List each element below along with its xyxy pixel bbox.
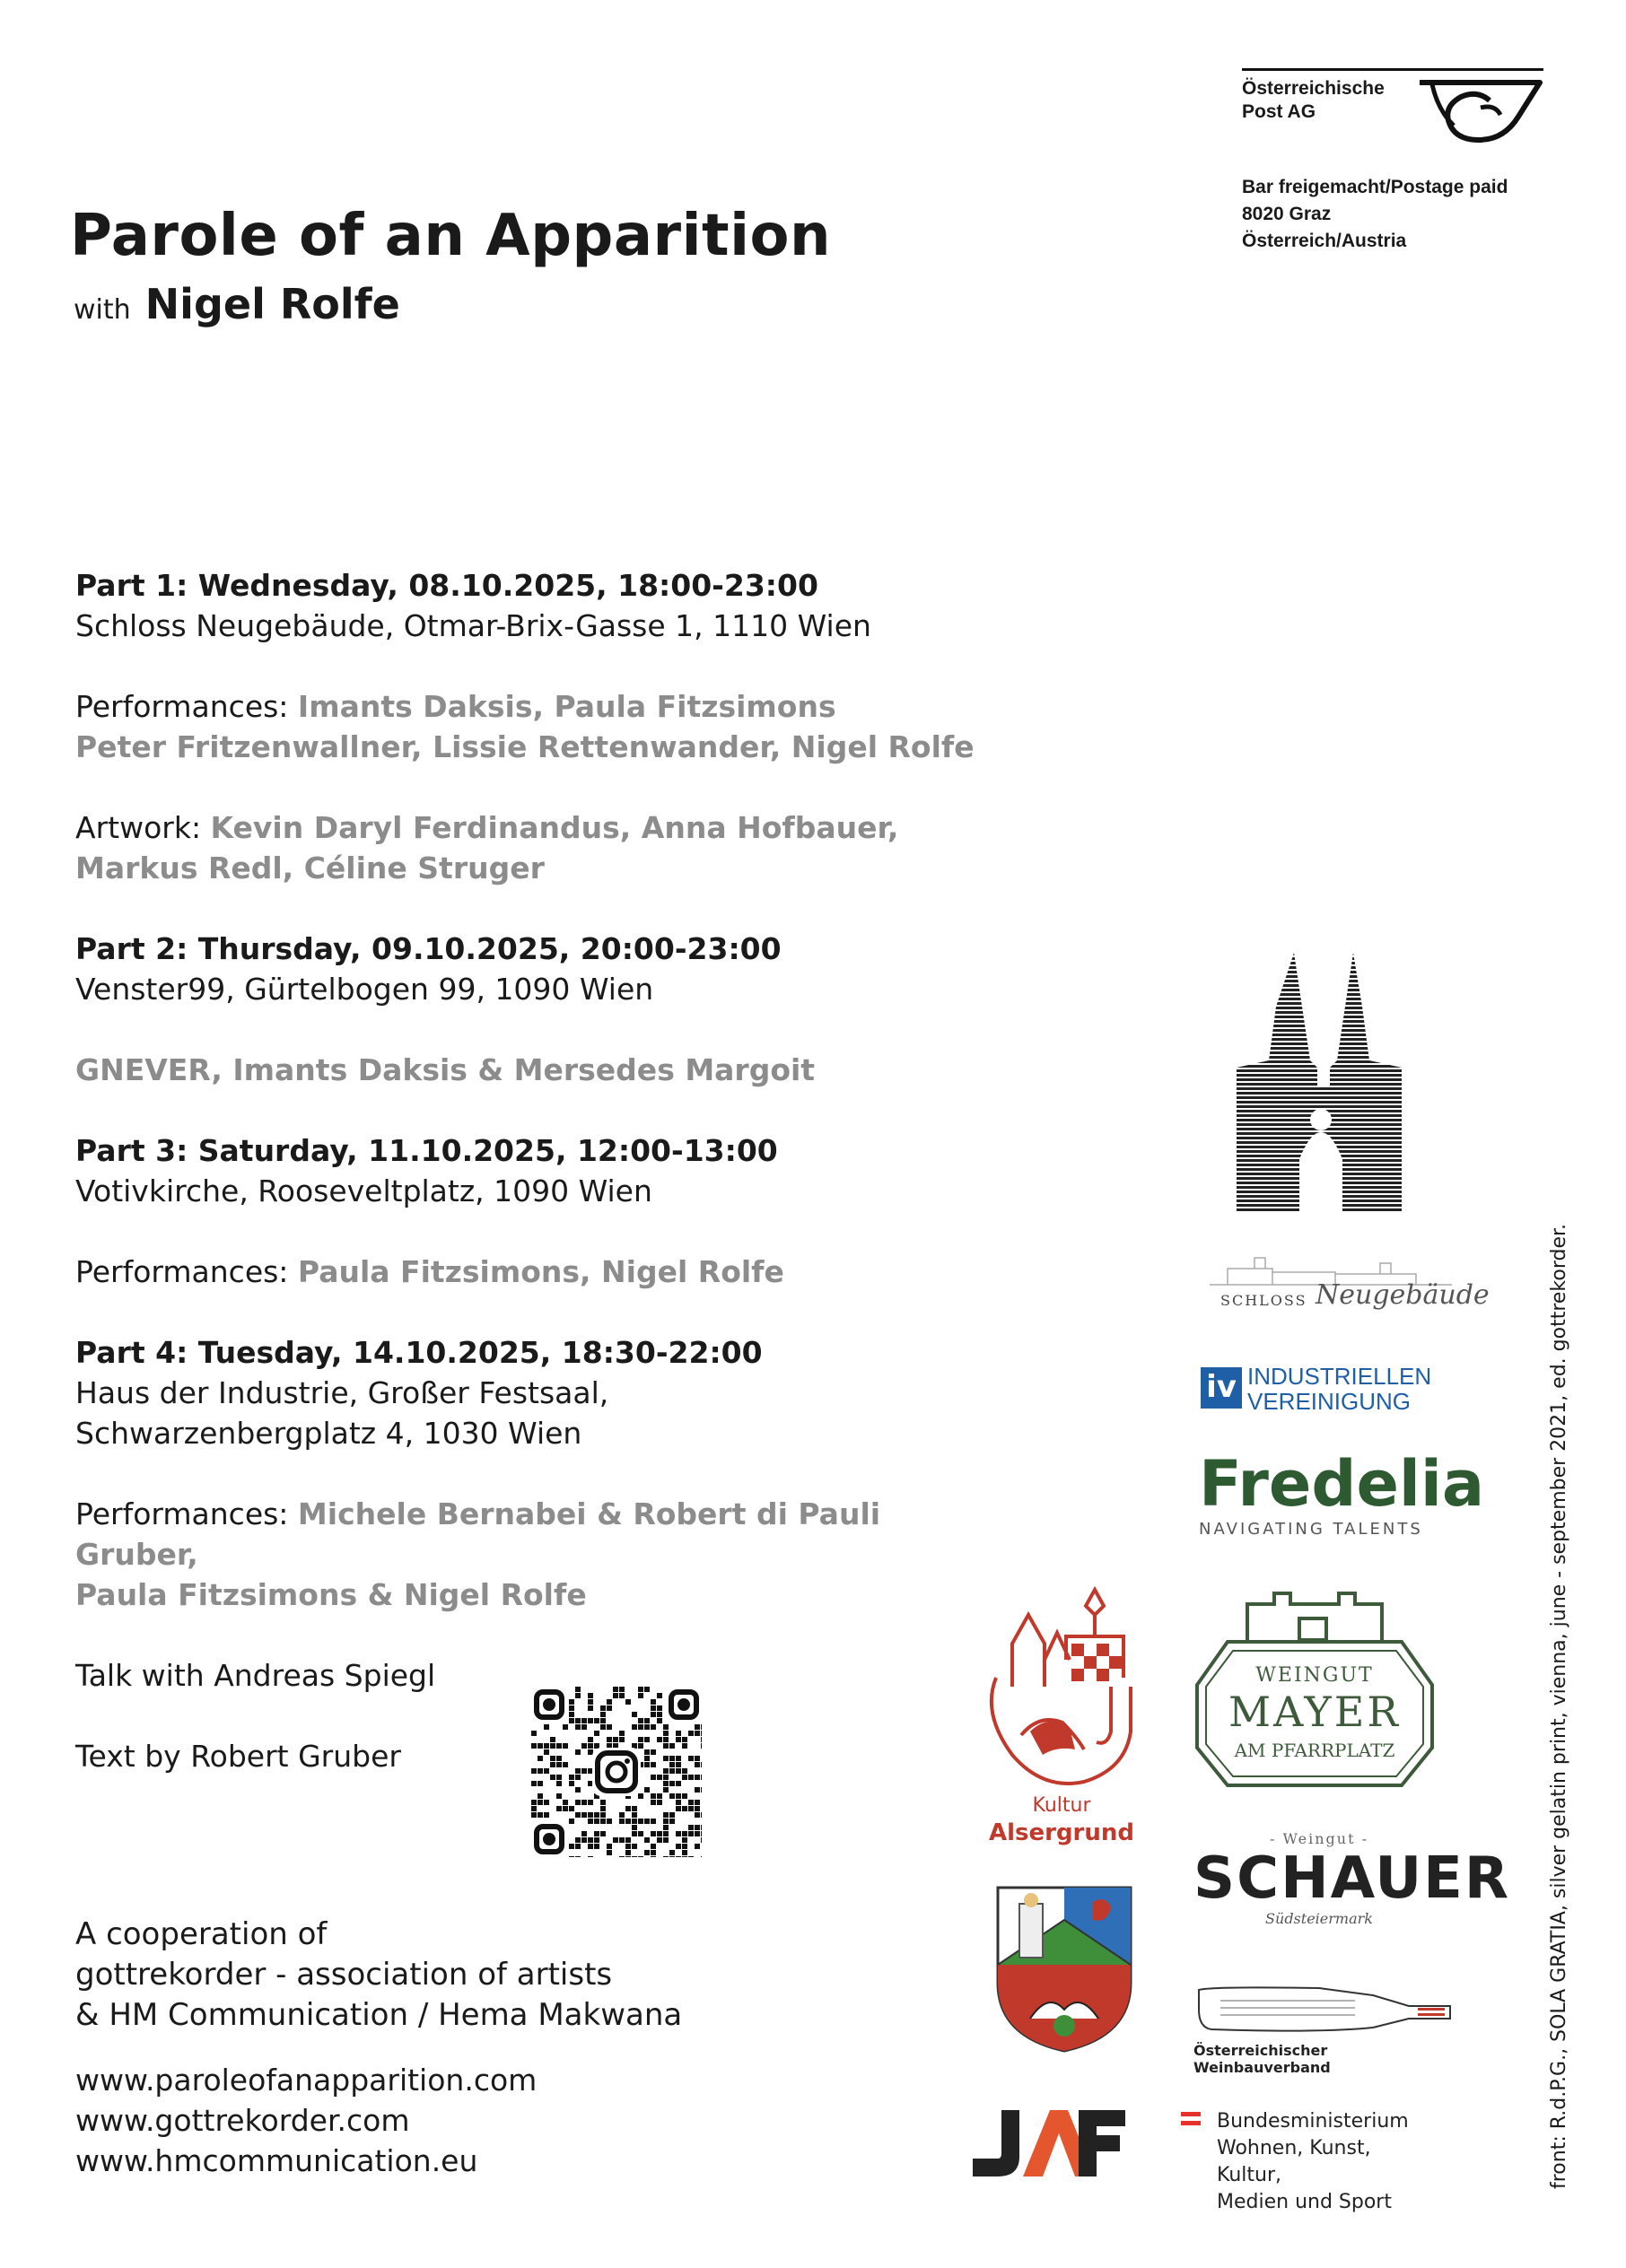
part1-art-label: Artwork: bbox=[75, 810, 211, 845]
subtitle bbox=[74, 280, 400, 328]
part1-perf-line1: Imants Daksis, Paula Fitzsimons bbox=[297, 689, 836, 724]
subtitle-name: Nigel Rolfe bbox=[144, 280, 400, 328]
part4 bbox=[75, 1332, 1009, 1453]
subtitle-with: with bbox=[74, 294, 131, 326]
postage-line1: Bar freigemacht/Postage paid bbox=[1242, 177, 1508, 197]
wine-bottle-icon bbox=[1193, 1983, 1454, 2033]
iv-text bbox=[1247, 1364, 1431, 1414]
part4-perf-line1: Michele Bernabei & Robert di Pauli Gruber, bbox=[75, 1496, 881, 1572]
part4-venue-line1: Haus der Industrie, Großer Festsaal, bbox=[75, 1375, 609, 1410]
weinbau-label: Österreichischer Weinbauverband bbox=[1193, 2042, 1331, 2076]
mayer-line1: WEINGUT bbox=[1255, 1664, 1374, 1687]
part2-venue: Venster99, Gürtelbogen 99, 1090 Wien bbox=[75, 972, 654, 1007]
fredelia-name: Fredelia bbox=[1199, 1447, 1485, 1521]
neugebaeude-label: Neugebäude bbox=[1316, 1279, 1490, 1311]
iv-mark: iv bbox=[1201, 1367, 1242, 1409]
talk: Talk with Andreas Spiegl bbox=[75, 1658, 436, 1693]
mayer-line3: AM PFARRPLATZ bbox=[1234, 1740, 1395, 1761]
part1-perf-label: Performances: bbox=[75, 689, 298, 724]
links bbox=[75, 2060, 537, 2181]
post-name-line1: Österreichische bbox=[1242, 78, 1385, 99]
weinbauverband-logo bbox=[1193, 1983, 1463, 2076]
instagram-qr-code[interactable] bbox=[531, 1687, 702, 1857]
iv-line2: VEREINIGUNG bbox=[1247, 1388, 1412, 1415]
iv-line1: INDUSTRIELLEN bbox=[1247, 1363, 1432, 1390]
fredelia-tagline: NAVIGATING TALENTS bbox=[1199, 1520, 1423, 1539]
link-hmcommunication[interactable]: www.hmcommunication.eu bbox=[75, 2143, 478, 2178]
schauer-name: SCHAUER bbox=[1193, 1845, 1511, 1912]
schloss-label: SCHLOSS bbox=[1220, 1292, 1307, 1309]
part3 bbox=[75, 1130, 1009, 1211]
part2-artists-block bbox=[75, 1050, 1009, 1090]
alsergrund-coat-of-arms bbox=[994, 1884, 1134, 2054]
schauer-sub: Südsteiermark bbox=[1265, 1910, 1373, 1927]
post-rule bbox=[1242, 68, 1543, 71]
kultur-label: Kultur bbox=[1032, 1794, 1091, 1817]
part4-perf-label: Performances: bbox=[75, 1496, 298, 1531]
part1-art-line2: Markus Redl, Céline Struger bbox=[75, 850, 545, 885]
ministry-line2: Wohnen, Kunst, Kultur, bbox=[1217, 2137, 1371, 2186]
part4-performances bbox=[75, 1494, 1009, 1615]
part1-venue: Schloss Neugebäude, Otmar-Brix-Gasse 1, 1110 Wien bbox=[75, 608, 871, 643]
part1 bbox=[75, 565, 1009, 646]
part3-venue: Votivkirche, Rooseveltplatz, 1090 Wien bbox=[75, 1173, 652, 1208]
cooperation bbox=[75, 1915, 682, 2036]
part4-heading: Part 4: Tuesday, 14.10.2025, 18:30-22:00 bbox=[75, 1335, 763, 1370]
part3-perf: Paula Fitzsimons, Nigel Rolfe bbox=[297, 1254, 784, 1289]
kultur-alsergrund-logo bbox=[976, 1579, 1147, 1848]
ministry-line3: Medien und Sport bbox=[1217, 2191, 1392, 2213]
part2 bbox=[75, 929, 1009, 1009]
kultur-alsergrund-emblem bbox=[976, 1579, 1147, 1794]
part1-artwork bbox=[75, 807, 1009, 888]
part2-artists: GNEVER, Imants Daksis & Mersedes Margoit bbox=[75, 1052, 816, 1087]
alsergrund-label: Alsergrund bbox=[988, 1819, 1135, 1846]
schauer-top: - Weingut - bbox=[1270, 1830, 1368, 1847]
flag-stripe-bottom bbox=[1181, 2121, 1201, 2125]
link-gottrekorder[interactable]: www.gottrekorder.com bbox=[75, 2103, 410, 2138]
post-name-line2: Post AG bbox=[1242, 101, 1316, 122]
schloss-neugebaeude-logo bbox=[1201, 1249, 1490, 1321]
part3-perf-label: Performances: bbox=[75, 1254, 298, 1289]
part4-perf-line2: Paula Fitzsimons & Nigel Rolfe bbox=[75, 1577, 587, 1612]
postage-line3: Österreich/Austria bbox=[1242, 231, 1407, 251]
part1-perf-line2: Peter Fritzenwallner, Lissie Rettenwander, Nigel Rolfe bbox=[75, 729, 975, 764]
ministry-logo bbox=[1181, 2108, 1441, 2213]
coop-line2: gottrekorder - association of artists bbox=[75, 1957, 613, 1993]
part1-art-line1: Kevin Daryl Ferdinandus, Anna Hofbauer, bbox=[210, 810, 899, 845]
postage-info bbox=[1242, 174, 1508, 255]
page-title: Parole of an Apparition bbox=[70, 203, 832, 269]
postage-line2: 8020 Graz bbox=[1242, 204, 1332, 224]
mayer-line2: MAYER bbox=[1228, 1688, 1402, 1736]
post-name bbox=[1242, 77, 1385, 124]
fredelia-logo bbox=[1199, 1447, 1485, 1547]
ministry-text bbox=[1217, 2108, 1441, 2216]
part4-venue-line2: Schwarzenbergplatz 4, 1030 Wien bbox=[75, 1416, 582, 1451]
part1-heading: Part 1: Wednesday, 08.10.2025, 18:00-23:00 bbox=[75, 568, 818, 603]
photo-credit: front: R.d.P.G., SOLA GRATIA, silver gelatin print, vienna, june - september 2021, ed. gottrekorder. bbox=[1548, 1223, 1570, 2189]
part3-performances bbox=[75, 1252, 1009, 1292]
part2-heading: Part 2: Thursday, 09.10.2025, 20:00-23:00 bbox=[75, 931, 782, 966]
jaf-logo bbox=[971, 2108, 1127, 2178]
industriellenvereinigung-logo bbox=[1201, 1364, 1461, 1414]
link-parole[interactable]: www.paroleofanapparition.com bbox=[75, 2063, 538, 2098]
coop-line3: & HM Communication / Hema Makwana bbox=[75, 1997, 683, 2033]
part3-heading: Part 3: Saturday, 11.10.2025, 12:00-13:00 bbox=[75, 1133, 778, 1168]
program bbox=[75, 565, 1009, 1776]
weingut-mayer-logo bbox=[1192, 1586, 1438, 1793]
weingut-schauer-logo bbox=[1193, 1830, 1511, 1947]
text-by: Text by Robert Gruber bbox=[75, 1739, 401, 1774]
ministry-line1: Bundesministerium bbox=[1217, 2110, 1409, 2133]
votivkirche-logo bbox=[1237, 953, 1402, 1213]
post-horn-icon bbox=[1418, 74, 1543, 145]
coop-line1: A cooperation of bbox=[75, 1916, 328, 1952]
part1-performances bbox=[75, 686, 1009, 767]
